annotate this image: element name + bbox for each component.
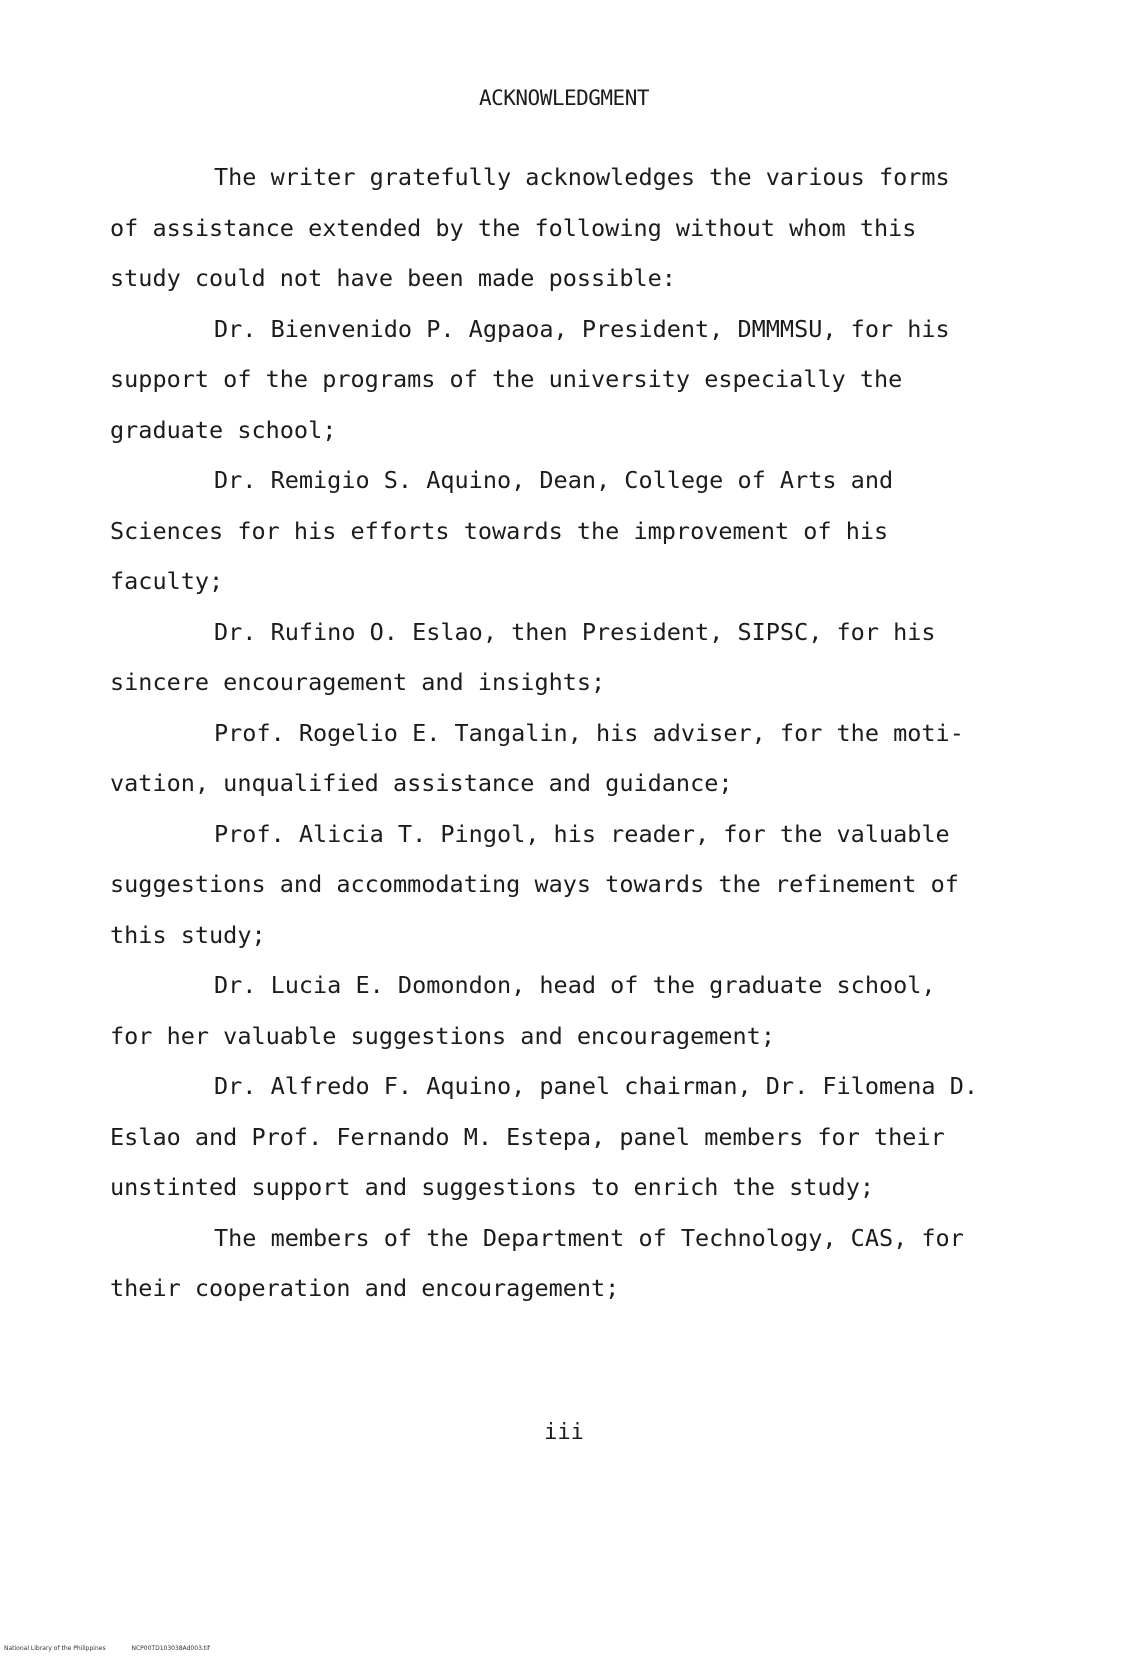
paragraph-first-line: Prof. Rogelio E. Tangalin, his adviser, for the moti-	[214, 718, 964, 747]
paragraph-line: suggestions and accommodating ways towards the refinement of	[110, 870, 959, 898]
paragraph-line: study could not have been made possible:	[110, 264, 676, 292]
library-credit: National Library of the Philippines	[4, 1645, 106, 1652]
paragraph-line: support of the programs of the university especially the	[110, 365, 903, 393]
paragraph-first-line: Dr. Remigio S. Aquino, Dean, College of Arts and	[214, 466, 894, 494]
paragraph-line: sincere encouragement and insights;	[110, 668, 606, 696]
page-number: iii	[544, 1420, 584, 1445]
paragraph-first-line: Dr. Alfredo F. Aquino, panel chairman, Dr. Filomena D.	[214, 1072, 979, 1100]
paragraph-line: this study;	[110, 920, 266, 949]
paragraph-line: faculty;	[110, 567, 224, 595]
paragraph-first-line: Dr. Bienvenido P. Agpaoa, President, DMMMSU, for his	[214, 314, 950, 343]
paragraph-line: unstinted support and suggestions to enrich the study;	[110, 1173, 875, 1201]
paragraph-line: their cooperation and encouragement;	[110, 1274, 620, 1302]
scan-footer	[4, 1645, 234, 1652]
acknowledgment-body	[110, 152, 1030, 1314]
paragraph-first-line: The writer gratefully acknowledges the various forms	[214, 163, 950, 191]
paragraph-line: of assistance extended by the following without whom this	[110, 213, 917, 242]
paragraph-first-line: Prof. Alicia T. Pingol, his reader, for the valuable	[214, 819, 950, 848]
paragraph-first-line: Dr. Rufino O. Eslao, then President, SIPSC, for his	[214, 617, 936, 646]
paragraph-line: Sciences for his efforts towards the improvement of his	[110, 516, 889, 545]
paragraph-first-line: Dr. Lucia E. Domondon, head of the graduate school,	[214, 971, 936, 999]
paragraph-first-line: The members of the Department of Technology, CAS, for	[214, 1223, 964, 1252]
paragraph-line: graduate school;	[110, 415, 337, 444]
file-id: NCP00TD103038Ad003.tif	[131, 1645, 210, 1652]
paragraph-line: for her valuable suggestions and encouragement;	[110, 1021, 775, 1050]
paragraph-line: vation, unqualified assistance and guidance;	[110, 769, 733, 797]
page-title: ACKNOWLEDGMENT	[478, 86, 649, 110]
paragraph-line: Eslao and Prof. Fernando M. Estepa, panel members for their	[110, 1122, 945, 1151]
